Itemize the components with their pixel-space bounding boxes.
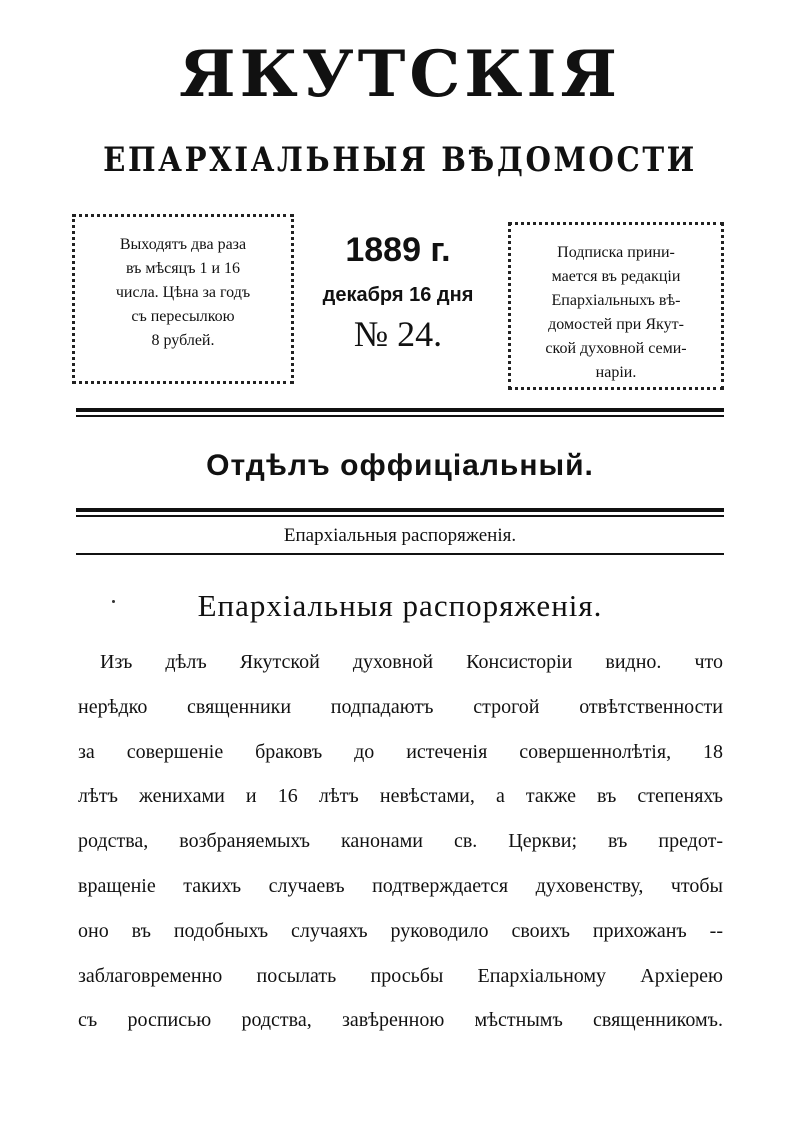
subscription-line: Подписка прини- [557, 244, 675, 261]
divider-rule [76, 415, 724, 417]
terms-line: числа. Цѣна за годъ [115, 284, 251, 301]
divider-rule [76, 553, 724, 555]
article-heading: Епархіальныя распоряженія. [197, 588, 603, 623]
divider-rule [76, 515, 724, 517]
terms-line: въ мѣсяцъ 1 и 16 [125, 260, 241, 277]
publication-terms-box [72, 214, 294, 384]
terms-line: съ пересылкою [131, 308, 235, 325]
body-line: лѣтъ женихами и 16 лѣтъ невѣстами, а также въ степеняхъ [78, 785, 723, 808]
body-line: Изъ дѣлъ Якутской духовной Консисторіи видно. что [100, 651, 723, 673]
body-line: заблаговременно посылать просьбы Епархіальному Архіерею [78, 964, 723, 987]
body-line: вращеніе такихъ случаевъ подтверждается духовенству, чтобы [78, 874, 723, 897]
subscription-line: наріи. [595, 364, 637, 381]
body-line: родства, возбраняемыхъ канонами св. Церкви; въ предот- [78, 830, 723, 853]
subscription-line: домостей при Якут- [548, 316, 684, 333]
section-title: Отдѣлъ оффиціальный. [206, 449, 594, 482]
issue-info [298, 228, 498, 356]
subscription-line: мается въ редакціи [551, 268, 681, 285]
masthead-subtitle: ЕПАРХІАЛЬНЫЯ ВѢДОМОСТИ [103, 140, 697, 180]
body-line: нерѣдко священники подпадаютъ строгой отвѣтственности [78, 695, 723, 718]
subscription-box [508, 222, 724, 390]
running-head: Епархіальныя распоряженія. [283, 525, 517, 546]
terms-line: 8 рублей. [151, 332, 215, 349]
body-line: за совершеніе браковъ до истеченія совершеннолѣтія, 18 [78, 740, 723, 763]
masthead-title: ЯКУТСКІЯ [179, 37, 621, 112]
terms-line: Выходятъ два раза [119, 236, 247, 253]
article-body [78, 640, 723, 1043]
body-line: съ росписью родства, завѣренною мѣстнымъ священникомъ. [78, 1009, 723, 1032]
issue-date: декабря 16 дня [322, 284, 474, 306]
body-line: оно въ подобныхъ случаяхъ руководило своихъ прихожанъ -- [78, 919, 723, 942]
issue-number: № 24. [353, 314, 443, 354]
subscription-line: ской духовной семи- [545, 340, 687, 357]
divider-rule [76, 508, 724, 512]
subscription-line: Епархіальныхъ вѣ- [551, 292, 681, 309]
divider-rule [76, 408, 724, 412]
issue-year: 1889 г. [345, 231, 451, 269]
